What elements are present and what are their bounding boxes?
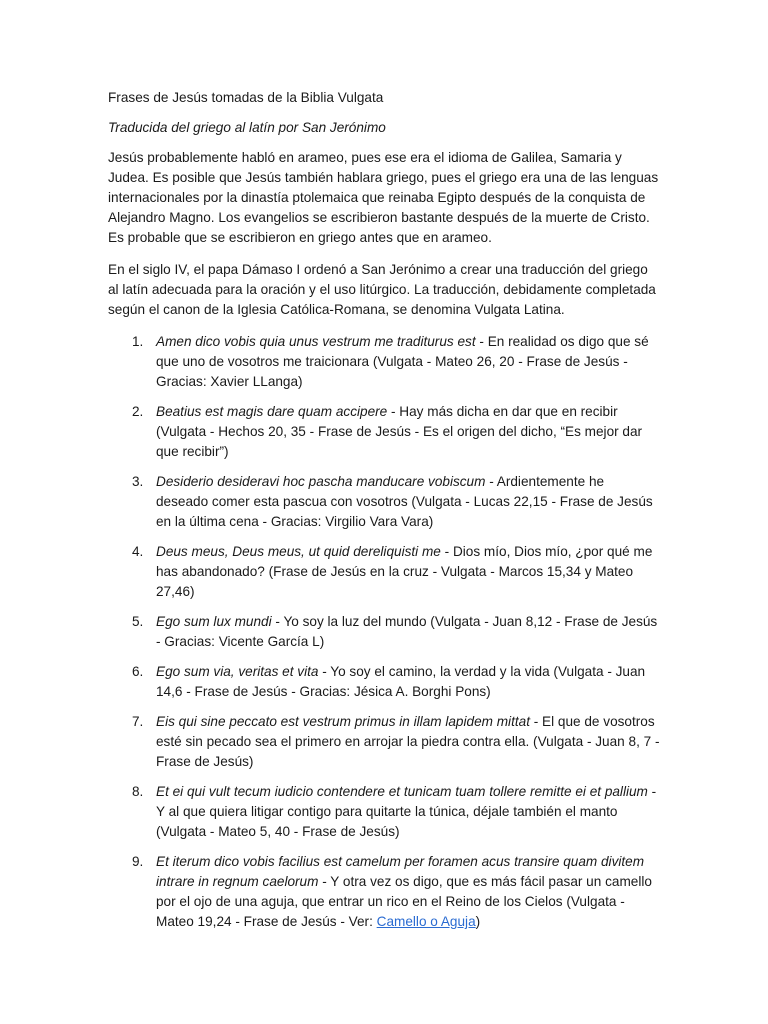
- list-item-number: 5.: [132, 614, 144, 629]
- latin-phrase: Desiderio desideravi hoc pascha manducare vobiscum: [156, 474, 486, 489]
- list-item: [108, 612, 660, 652]
- translation-text: - Y al que quiera litigar contigo para quitarte la túnica, déjale también el manto (Vulgata - Mateo 5, 40 - Frase de Jesús): [156, 784, 657, 839]
- list-item-number: 6.: [132, 664, 144, 679]
- translation-text: - Hay más dicha en dar que en recibir (Vulgata - Hechos 20, 35 - Frase de Jesús - Es el origen del dicho, “Es mejor dar que recibir”): [156, 404, 643, 459]
- closing-parenthesis: ): [475, 914, 481, 929]
- history-paragraph: En el siglo IV, el papa Dámaso I ordenó a San Jerónimo a crear una traducción del griego al latín adecuada para la oración y el uso litúrgico. La traducción, debidamente completada según el canon de la Iglesia Católica-Romana, se denomina Vulgata Latina.: [108, 262, 656, 317]
- document-title: Frases de Jesús tomadas de la Biblia Vulgata: [108, 90, 384, 105]
- list-item: [108, 852, 660, 932]
- phrases-list: [108, 332, 660, 932]
- translation-text: - Yo soy la luz del mundo (Vulgata - Juan 8,12 - Frase de Jesús - Gracias: Vicente García L): [156, 614, 658, 649]
- latin-phrase: Ego sum via, veritas et vita: [156, 664, 319, 679]
- list-item-number: 3.: [132, 474, 144, 489]
- latin-phrase: Eis qui sine peccato est vestrum primus in illam lapidem mittat: [156, 714, 530, 729]
- document-page: [108, 88, 660, 942]
- latin-phrase: Deus meus, Deus meus, ut quid dereliquisti me: [156, 544, 441, 559]
- intro-paragraph: Jesús probablemente habló en arameo, pues ese era el idioma de Galilea, Samaria y Judea. Es posible que Jesús también hablara griego, pues el griego era una de las lenguas internacionales por la dinastía ptolemaica que reinaba Egipto después de la conquista de Alejandro Magno. Los evangelios se escribieron bastante después de la muerte de Cristo. Es probable que se escribieron en griego antes que en arameo.: [108, 150, 659, 245]
- list-item: [108, 782, 660, 842]
- translation-text: - Ardientemente he deseado comer esta pascua con vosotros (Vulgata - Lucas 22,15 - Frase de Jesús en la última cena - Gracias: Virgilio Vara Vara): [156, 474, 653, 529]
- list-item: [108, 712, 660, 772]
- list-item-number: 8.: [132, 784, 144, 799]
- latin-phrase: Beatius est magis dare quam accipere: [156, 404, 388, 419]
- list-item-number: 7.: [132, 714, 144, 729]
- translation-text: - En realidad os digo que sé que uno de vosotros me traicionara (Vulgata - Mateo 26, 20 - Frase de Jesús - Gracias: Xavier LLanga): [156, 334, 649, 389]
- translation-text: - Dios mío, Dios mío, ¿por qué me has abandonado? (Frase de Jesús en la cruz - Vulgata - Marcos 15,34 y Mateo 27,46): [156, 544, 653, 599]
- translation-text: - Y otra vez os digo, que es más fácil pasar un camello por el ojo de una aguja, que entrar un rico en el Reino de los Cielos (Vulgata - Mateo 19,24 - Frase de Jesús - Ver:: [156, 874, 652, 929]
- list-item: [108, 332, 660, 392]
- latin-phrase: Amen dico vobis quia unus vestrum me traditurus est: [156, 334, 476, 349]
- list-item-number: 2.: [132, 404, 144, 419]
- list-item: [108, 472, 660, 532]
- list-item-number: 4.: [132, 544, 144, 559]
- latin-phrase: Et ei qui vult tecum iudicio contendere et tunicam tuam tollere remitte ei et pallium: [156, 784, 648, 799]
- latin-phrase: Ego sum lux mundi: [156, 614, 272, 629]
- latin-phrase: Et iterum dico vobis facilius est camelum per foramen acus transire quam divitem intrare in regnum caelorum: [156, 854, 645, 889]
- list-item-number: 1.: [132, 334, 144, 349]
- list-item: [108, 402, 660, 462]
- camello-o-aguja-link[interactable]: Camello o Aguja: [376, 914, 476, 929]
- list-item: [108, 542, 660, 602]
- list-item: [108, 662, 660, 702]
- list-item-number: 9.: [132, 854, 144, 869]
- translation-text: - El que de vosotros esté sin pecado sea el primero en arrojar la piedra contra ella. (Vulgata - Juan 8, 7 - Frase de Jesús): [156, 714, 660, 769]
- document-subtitle: Traducida del griego al latín por San Jerónimo: [108, 120, 386, 135]
- translation-text: - Yo soy el camino, la verdad y la vida (Vulgata - Juan 14,6 - Frase de Jesús - Gracias: Jésica A. Borghi Pons): [156, 664, 646, 699]
